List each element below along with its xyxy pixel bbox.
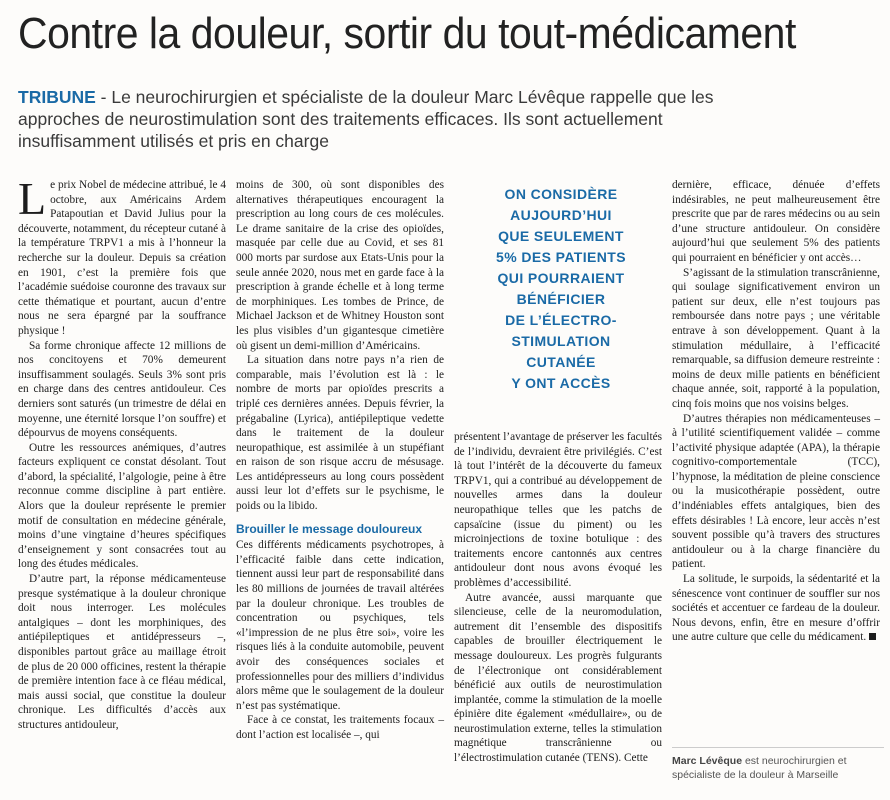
paragraph: Sa forme chronique affecte 12 millions de nos concitoyens et 70% demeurent insuffisamment soulagés. Seuls 3% sont pris en charge dans des centres antidouleur. Ces derniers sont saturés (un trimestre de délai en moyenne, une éternité lorsque l’on souffre) et dépourvus de moyens conséquents.: [18, 339, 226, 440]
paragraph: Autre avancée, aussi marquante que silencieuse, celle de la neuromodulation, autrement dit l’ensemble des dispositifs capables de brouiller électriquement le message douloureux. Les progrès fulgurants de l’électronique ont considérablement bénéficié aux outils de neurostimulation implantée, comme la stimulation de la moelle épinière dite également «médullaire», ou de neurostimulation externe, telles la stimulation magnétique transcrânienne ou l’électrostimulation cutanée (TENS). Cette: [454, 591, 662, 765]
pull-quote-line: STIMULATION: [511, 333, 611, 349]
headline: Contre la douleur, sortir du tout-médicament: [18, 9, 796, 58]
standfirst-text: Le neurochirurgien et spécialiste de la douleur Marc Lévêque rappelle que les approches de neurostimulation sont des traitements efficaces. Ils sont actuellement insuffisamment utilisés et pris en charge: [18, 87, 714, 151]
pull-quote-line: CUTANÉE: [526, 354, 596, 370]
pull-quote-line: Y ONT ACCÈS: [511, 375, 611, 391]
pull-quote-line: ON CONSIDÈRE: [504, 186, 618, 202]
author-signature: [672, 747, 884, 782]
article-column-2: [236, 178, 444, 743]
paragraph: La situation dans notre pays n’a rien de comparable, mais l’évolution est là : le nombre de morts par opioïdes prescrits a triplé ces dernières années. Depuis février, la prégabaline (Lyrica), antiépileptique vedette dans le traitement de la douleur neuropathique, est assimilée à un stupéfiant en raison de son risque accru de mésusage. Les antidépresseurs au long cours possèdent aussi leur lot d’effets sur le psychisme, le poids ou la libido.: [236, 354, 444, 513]
drop-cap: L: [18, 173, 47, 224]
pull-quote-line: BÉNÉFICIER: [516, 291, 606, 307]
paragraph: présentent l’avantage de préserver les facultés de l’individu, devraient être privilégiés. C’est là tout l’intérêt de la découverte du fameux TRPV1, qui a contribué au développement de nouvelles armes dans la douleur neuropathique telles que les patchs de capsaïcine (issue du piment) ou les microinjections de toxine botulique : des traitements encore cantonnés aux centres antidouleur dont nous avons évoqué les problèmes d’accessibilité.: [454, 431, 662, 589]
pull-quote-line: QUE SEULEMENT: [498, 228, 624, 244]
paragraph: D’autres thérapies non médicamenteuses – à l’utilité scientifiquement validée – comme l’activité physique adaptée (APA), la thérapie cognitivo-comportementale (TCC), l’hypnose, la méditation de pleine conscience ou la musicothérapie possèdent, outre d’indéniables effets antalgiques, bien des effets désirables ! Là encore, leur accès n’est souvent possible qu’à travers des structures antidouleur ou à la charge financière du patient.: [672, 412, 880, 571]
paragraph: La solitude, le surpoids, la sédentarité et la sénescence vont continuer de souffler sur nos sociétés et accentuer ce fardeau de la douleur. Nous devons, enfin, être en mesure d’offrir une autre culture que celle du médicament.: [672, 573, 880, 644]
article-column-4: [672, 178, 880, 645]
pull-quote-line: QUI POURRAIENT: [497, 270, 625, 286]
paragraph: moins de 300, où sont disponibles des alternatives thérapeutiques encouragent la prescription au long cours de ces molécules. Le drame sanitaire de la crise des opioïdes, masquée par celle due au Covid, et ses 81 000 morts par surdose aux Etats-Unis pour la seule année 2020, nous met en garde face à la prescription à grande échelle et à long terme de morphiniques. Les tombes de Prince, de Michael Jackson et de Whitney Houston sont les plus visibles d’un gigantesque cimetière où gisent un demi-million d’Américains.: [236, 179, 444, 352]
kicker-separator: -: [95, 87, 112, 107]
author-bio: est neurochirurgien et spécialiste de la douleur à Marseille: [672, 755, 847, 781]
kicker-label: TRIBUNE: [18, 87, 96, 107]
pull-quote-line: DE L’ÉLECTRO-: [505, 312, 617, 328]
end-mark-icon: [869, 633, 876, 640]
pull-quote-line: 5% DES PATIENTS: [496, 249, 626, 265]
article-column-3: [454, 430, 662, 766]
pull-quote-line: AUJOURD’HUI: [510, 207, 612, 223]
paragraph: dernière, efficace, dénuée d’effets indésirables, ne peut malheureusement être prescrite que par de rares médecins ou au sein d’une structure antidouleur. On considère aujourd’hui que seulement 5% des patients qui pourraient en bénéficier y ont accès…: [672, 179, 880, 264]
standfirst: [18, 86, 718, 152]
paragraph: Outre les ressources anémiques, d’autres facteurs expliquent ce constat désolant. Tout d’abord, la spécialité, l’algologie, peine à être reconnue comme discipline à part entière. Alors que la douleur représente le premier motif de consultation en médecine générale, moins d’une vingtaine d’heures spécifiques d’enseignement y sont consacrées tout au long des études médicales.: [18, 441, 226, 571]
section-subhead: Brouiller le message douloureux: [236, 521, 423, 536]
paragraph: S’agissant de la stimulation transcrânienne, qui soulage significativement environ un patient sur deux, elle n’est toujours pas remboursée dans notre pays ; une véritable entrave à son développement. Quant à la stimulation médullaire, à l’efficacité remarquable, sa diffusion demeure restreinte : moins de deux mille patients en bénéficient chaque année, soit, rapporté à la population, cinq fois moins que nos voisins belges.: [672, 266, 880, 410]
paragraph: D’autre part, la réponse médicamenteuse presque systématique à la douleur chronique doit nous interroger. Les molécules antalgiques – dont les morphiniques, des antiépileptiques et antidépresseurs –, disponibles partout grâce au maillage étroit de plus de 20 000 officines, restent la thérapie de première intention face à ce fléau médical, mais aussi social, que constitue la douleur chronique. Les difficultés d’accès aux structures antidouleur,: [18, 573, 226, 731]
pull-quote: [468, 184, 654, 394]
paragraph: Face à ce constat, les traitements focaux – dont l’action est localisée –, qui: [236, 714, 444, 741]
author-name: Marc Lévêque: [672, 755, 743, 767]
paragraph: Le prix Nobel de médecine attribué, le 4 octobre, aux Américains Ardem Patapoutian et David Julius pour la découverte, notamment, du récepteur cutané à la température TRPV1 a mis à l’honneur la recherche sur la douleur. Depuis sa création en 1901, c’est la première fois que l’académie suédoise couronne des travaux sur cette thématique et pourtant, aucun d’entre nous ne sera épargné par la souffrance physique !: [18, 173, 226, 337]
article-column-1: [18, 173, 226, 733]
paragraph: Ces différents médicaments psychotropes, à l’efficacité faible dans cette indication, tiennent aussi leur part de responsabilité dans les 80 millions de journées de travail altérées par la douleur chronique. Les troubles de concentration ou psychiques, tels «l’impression de ne plus être soi», voire les risques liés à la conduite automobile, peuvent avoir des conséquences sociales et professionnelles pour des milliers d’individus alors même que le soulagement de la douleur n’est pas systématique.: [236, 539, 444, 712]
